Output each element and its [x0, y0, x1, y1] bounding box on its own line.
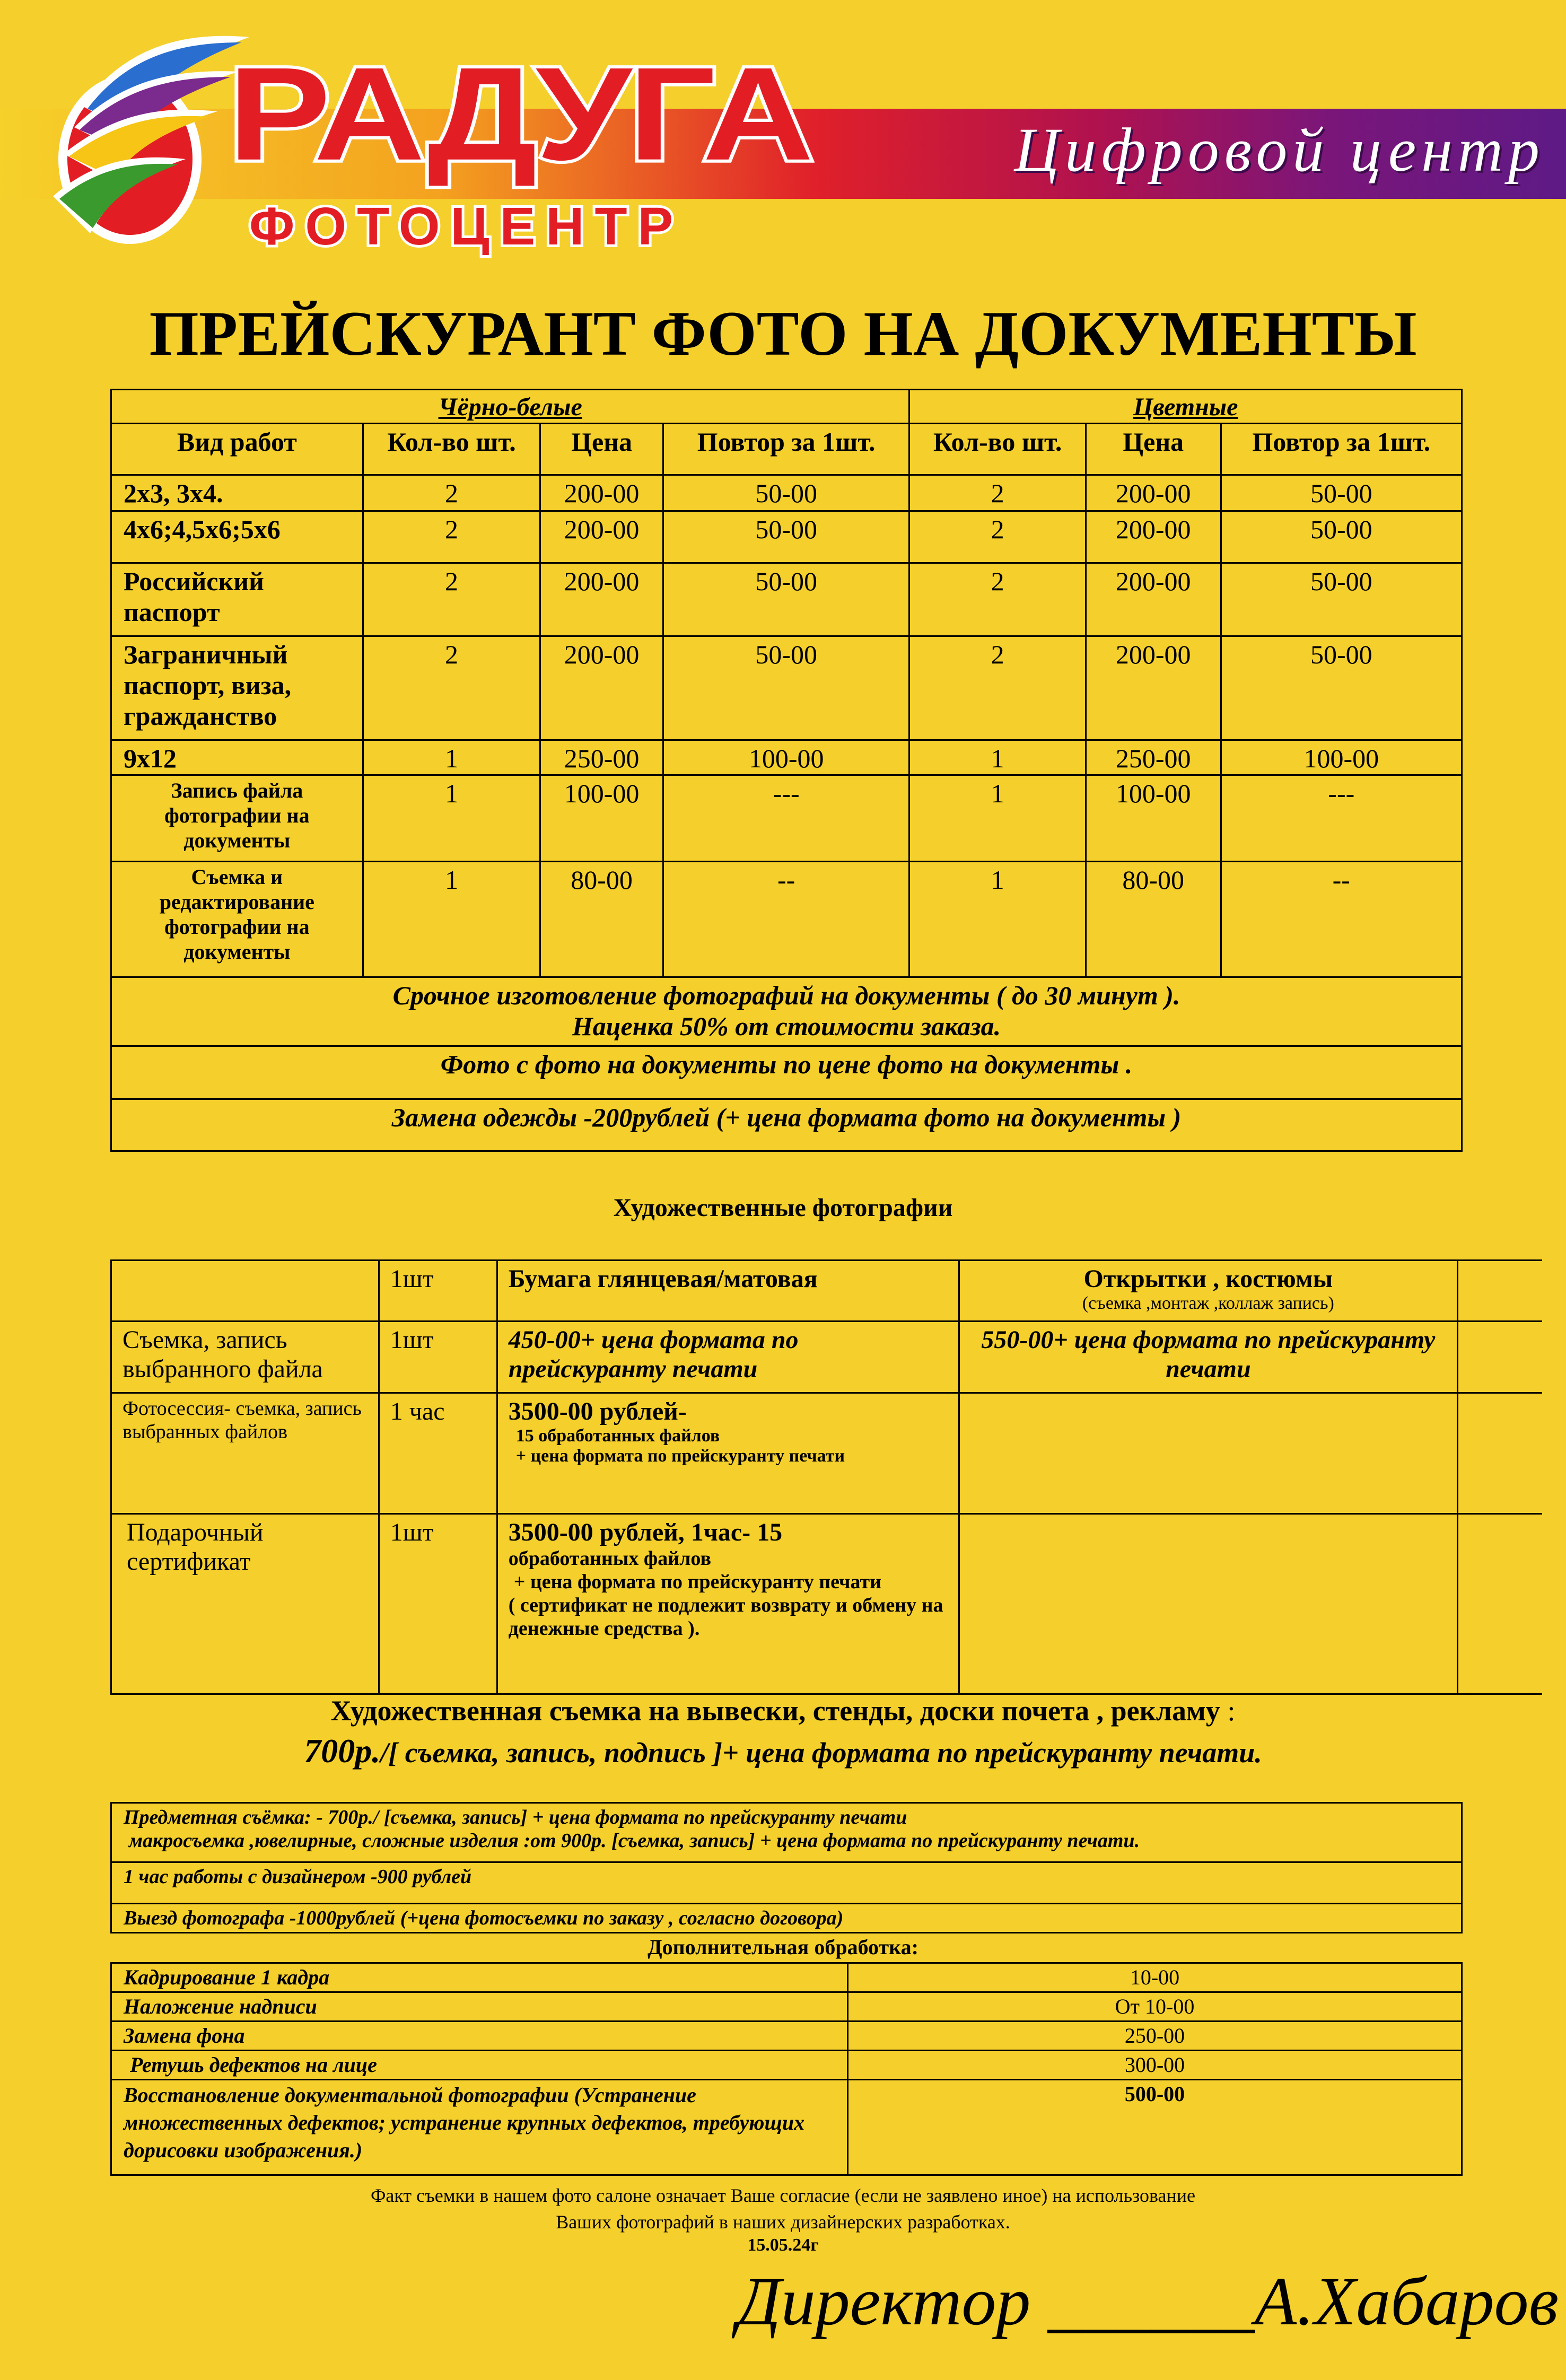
cards-subtitle: (съемка ,монтаж ,коллаж запись) [1082, 1293, 1334, 1313]
cell: 1 [363, 862, 540, 977]
cell: 100-00 [540, 775, 663, 862]
column-header: Бумага глянцевая/матовая [497, 1261, 959, 1322]
photo-from-photo-note: Фото с фото на документы по цене фото на документы . [111, 1046, 1462, 1099]
consent-note-line1: Факт съемки в нашем фото салоне означает Ваше согласие (если не заявлено иное) на использование [370, 2185, 1196, 2206]
group-color: Цветные [909, 390, 1462, 424]
note-row [111, 977, 1462, 1046]
cell: 200-00 [1086, 636, 1221, 740]
cell: 200-00 [540, 511, 663, 563]
service-price: 10-00 [848, 1963, 1462, 1992]
table-row [111, 2080, 1462, 2175]
service-price: 300-00 [848, 2051, 1462, 2080]
cell: 50-00 [663, 511, 909, 563]
cell: 80-00 [540, 862, 663, 977]
designer-line: 1 час работы с дизайнером -900 рублей [111, 1862, 1462, 1904]
row-label: Съемка и редактирование фотографии на документы [111, 862, 363, 977]
certificate-detail: обработанных файлов [508, 1547, 711, 1570]
cell: 2 [363, 511, 540, 563]
table-header-row [111, 424, 1462, 475]
price-list-date: 15.05.24г [747, 2235, 819, 2255]
document-price-table [110, 389, 1463, 1152]
urgent-note [111, 977, 1462, 1046]
cell: 1 час [379, 1393, 497, 1514]
certificate-price: 3500-00 рублей, 1час- 15 [508, 1518, 783, 1546]
subject-shooting-table [110, 1802, 1463, 1933]
consent-note-line2: Ваших фотографий в наших дизайнерских разработках. [556, 2211, 1010, 2233]
certificate-detail: ( сертификат не подлежит возврату и обмену на денежные средства ). [508, 1594, 943, 1640]
cell: 200-00 [1086, 511, 1221, 563]
table-row [111, 636, 1462, 740]
table-row [111, 1514, 1543, 1694]
director-signature: Директор ______А.Хабаров [737, 2263, 1559, 2340]
cell: 50-00 [663, 475, 909, 511]
rainbow-logo-icon [32, 21, 255, 270]
cell [1457, 1393, 1542, 1514]
service-name: Ретушь дефектов на лице [111, 2051, 848, 2080]
service-name: Наложение надписи [111, 1992, 848, 2022]
table-row [111, 1803, 1462, 1862]
service-price: 250-00 [848, 2022, 1462, 2051]
consent-note [0, 2182, 1566, 2235]
cell: 1 [363, 740, 540, 775]
cell: 200-00 [540, 636, 663, 740]
art-price-table [110, 1259, 1542, 1695]
service-name: Восстановление документальной фотографии (Устранение множественных дефектов; устранение крупных дефектов, требующих дорисовки изображения.) [111, 2080, 848, 2175]
cell: 1 [363, 775, 540, 862]
cell: 1 [909, 862, 1086, 977]
table-row [111, 511, 1462, 563]
cell: 2 [909, 563, 1086, 636]
table-row [111, 563, 1462, 636]
extra-processing-table [110, 1962, 1463, 2176]
table-row [111, 862, 1462, 977]
header-slogan: Цифровой центр [1014, 115, 1545, 185]
cell: 50-00 [1221, 563, 1462, 636]
row-label: 2х3, 3х4. [111, 475, 363, 511]
row-label: Съемка, запись выбранного файла [111, 1322, 379, 1393]
cell: --- [1221, 775, 1462, 862]
column-header: Вид работ [111, 424, 363, 475]
signage-price-details: /[ съемка, запись, подпись ]+ цена формата по прейскуранту печати. [380, 1737, 1262, 1769]
table-row [111, 1963, 1462, 1992]
row-label: Подарочный сертификат [111, 1514, 379, 1694]
table-row [111, 1393, 1543, 1514]
subject-line: Предметная съёмка: - 700р./ [съемка, запись] + цена формата по прейскуранту печати [124, 1806, 907, 1828]
table-group-row [111, 390, 1462, 424]
cards-title: Открытки , костюмы [1083, 1265, 1333, 1293]
signage-price: 700р. [304, 1732, 381, 1770]
cell: 2 [363, 636, 540, 740]
signage-line [0, 1694, 1566, 1727]
service-price: 500-00 [848, 2080, 1462, 2175]
group-bw: Чёрно-белые [111, 390, 909, 424]
row-label: 4х6;4,5х6;5х6 [111, 511, 363, 563]
cell: 1шт [379, 1514, 497, 1694]
cell: 80-00 [1086, 862, 1221, 977]
art-photos-heading: Художественные фотографии [613, 1194, 953, 1222]
table-row [111, 475, 1462, 511]
session-detail: 15 обработанных файлов [515, 1426, 720, 1446]
table-row [111, 1992, 1462, 2022]
macro-line: макросъемка ,ювелирные, сложные изделия :от 900р. [съемка, запись] + цена формата по прейскуранту печати. [129, 1830, 1140, 1852]
cell: 2 [363, 563, 540, 636]
column-header: Кол-во шт. [363, 424, 540, 475]
cell: 100-00 [663, 740, 909, 775]
cell: 200-00 [1086, 475, 1221, 511]
cell: 200-00 [540, 563, 663, 636]
cell: 2 [909, 511, 1086, 563]
row-label: 9х12 [111, 740, 363, 775]
note-row [111, 1046, 1462, 1099]
cell: 450-00+ цена формата по прейскуранту печати [497, 1322, 959, 1393]
cell: --- [663, 775, 909, 862]
extra-processing-heading: Дополнительная обработка: [648, 1935, 918, 1959]
certificate-detail: + цена формата по прейскуранту печати [513, 1571, 882, 1593]
cell: 2 [909, 636, 1086, 740]
table-row [111, 1862, 1462, 1904]
cell: 550-00+ цена формата по прейскуранту печати [959, 1322, 1457, 1393]
cell: 100-00 [1221, 740, 1462, 775]
signage-colon: : [1227, 1695, 1236, 1727]
cell [1457, 1261, 1542, 1322]
visit-line: Выезд фотографа -1000рублей (+цена фотосъемки по заказу , согласно договора) [111, 1904, 1462, 1933]
cell: 200-00 [540, 475, 663, 511]
cell [1457, 1514, 1542, 1694]
column-header: Повтор за 1шт. [1221, 424, 1462, 475]
note-row [111, 1099, 1462, 1151]
cell: 50-00 [1221, 475, 1462, 511]
brand-subtitle: ФОТОЦЕНТР [249, 197, 684, 256]
table-row [111, 2022, 1462, 2051]
service-price: От 10-00 [848, 1992, 1462, 2022]
service-name: Замена фона [111, 2022, 848, 2051]
table-row [111, 2051, 1462, 2080]
urgent-note-line1: Срочное изготовление фотографий на документы ( до 30 минут ). [392, 981, 1180, 1010]
cell: 250-00 [1086, 740, 1221, 775]
signage-text: Художественная съемка на вывески, стенды, доски почета , рекламу [330, 1695, 1220, 1727]
column-header: Цена [540, 424, 663, 475]
row-label: Фотосессия- съемка, запись выбранных файлов [111, 1393, 379, 1514]
cell [959, 1514, 1457, 1694]
cell: -- [1221, 862, 1462, 977]
row-label: Российский паспорт [111, 563, 363, 636]
column-header: Кол-во шт. [909, 424, 1086, 475]
cell: 1 [909, 775, 1086, 862]
page-title: ПРЕЙСКУРАНТ ФОТО НА ДОКУМЕНТЫ [149, 298, 1417, 369]
cell [497, 1514, 959, 1694]
brand-name: РАДУГА [228, 40, 811, 188]
row-label: Заграничный паспорт, виза, гражданство [111, 636, 363, 740]
signage-price-line [0, 1731, 1566, 1771]
table-row [111, 740, 1462, 775]
cell [497, 1393, 959, 1514]
session-detail: + цена формата по прейскуранту печати [515, 1446, 845, 1466]
cell: 50-00 [663, 636, 909, 740]
urgent-note-line2: Наценка 50% от стоимости заказа. [572, 1011, 1001, 1041]
cell: 1шт [379, 1322, 497, 1393]
cell: 100-00 [1086, 775, 1221, 862]
cell: 50-00 [663, 563, 909, 636]
column-header: 1шт [379, 1261, 497, 1322]
cell: 50-00 [1221, 636, 1462, 740]
cell [959, 1393, 1457, 1514]
row-label: Запись файла фотографии на документы [111, 775, 363, 862]
cell: 250-00 [540, 740, 663, 775]
column-header: Цена [1086, 424, 1221, 475]
column-header: Повтор за 1шт. [663, 424, 909, 475]
table-row [111, 1322, 1543, 1393]
cell: 50-00 [1221, 511, 1462, 563]
table-row [111, 1904, 1462, 1933]
cell: 2 [909, 475, 1086, 511]
service-name: Кадрирование 1 кадра [111, 1963, 848, 1992]
session-price: 3500-00 рублей- [508, 1397, 687, 1425]
cell [111, 1803, 1462, 1862]
clothes-replacement-note: Замена одежды -200рублей (+ цена формата фото на документы ) [111, 1099, 1462, 1151]
cell: 1 [909, 740, 1086, 775]
cell: 2 [363, 475, 540, 511]
table-row [111, 775, 1462, 862]
column-header-cards [959, 1261, 1457, 1322]
table-header-row [111, 1261, 1543, 1322]
cell [111, 1261, 379, 1322]
cell: 200-00 [1086, 563, 1221, 636]
cell: -- [663, 862, 909, 977]
cell [1457, 1322, 1542, 1393]
